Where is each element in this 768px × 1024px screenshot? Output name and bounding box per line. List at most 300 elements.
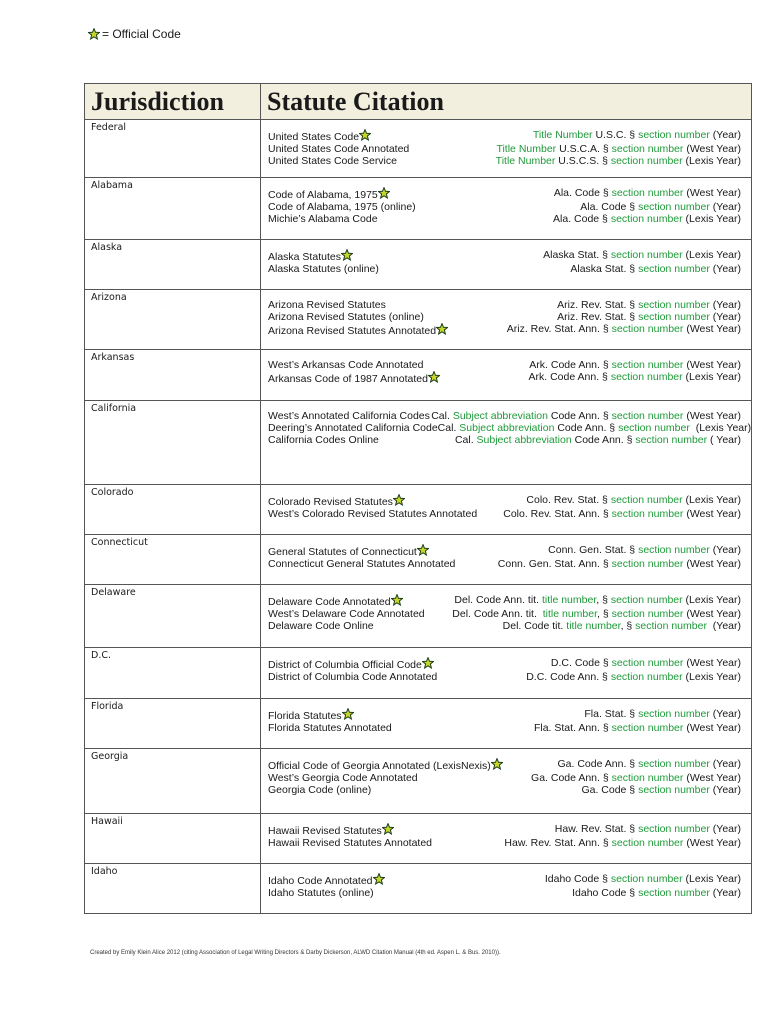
code-name-text: Florida Statutes [268, 710, 342, 722]
citation-format [504, 837, 741, 849]
official-star-icon [341, 249, 353, 261]
citation-text: Ga. Code Ann. § [531, 772, 612, 784]
citation-line [268, 359, 741, 371]
citation-placeholder: section number [611, 558, 684, 570]
official-star-icon [359, 129, 371, 141]
code-name [268, 213, 378, 225]
citation-text: , § [596, 594, 611, 606]
citation-format [553, 213, 741, 225]
official-star-icon [342, 708, 354, 720]
citation-line [268, 201, 741, 213]
citation-line [268, 410, 741, 422]
citation-placeholder: Subject abbreviation [452, 410, 548, 422]
citation-format [543, 249, 741, 263]
table-row [85, 648, 752, 699]
code-name-text: California Codes Online [268, 434, 379, 446]
citation-cell [261, 535, 752, 585]
citation-text: (Year) [709, 311, 741, 323]
table-row [85, 585, 752, 648]
citation-text: (West Year) [683, 722, 741, 734]
citation-format [503, 620, 741, 632]
jurisdiction-cell: D.C. [85, 648, 261, 699]
official-star-icon [436, 323, 448, 335]
citation-format [431, 410, 741, 422]
citation-format [554, 187, 741, 201]
citation-line [268, 772, 741, 784]
table-row [85, 290, 752, 350]
code-name-text: Code of Alabama, 1975 (online) [268, 201, 416, 213]
citation-line [268, 657, 741, 671]
code-name [268, 758, 503, 772]
citation-placeholder: section number [611, 772, 684, 784]
citation-line [268, 544, 741, 558]
code-name [268, 187, 390, 201]
citation-header: Statute Citation [261, 84, 752, 120]
citation-format [584, 708, 741, 722]
citation-text: Code Ann. § [554, 422, 619, 434]
citation-format [452, 608, 741, 620]
code-name-text: Delaware Code Annotated [268, 596, 391, 608]
code-name [268, 508, 477, 520]
code-name [268, 722, 392, 734]
citation-text: Conn. Gen. Stat. § [548, 544, 639, 556]
citation-text: (West Year) [683, 410, 741, 422]
official-star-icon [373, 873, 385, 885]
citation-format [545, 873, 741, 887]
citation-text: (Lexis Year) [689, 422, 752, 434]
code-name [268, 359, 423, 371]
citation-cell [261, 648, 752, 699]
citation-placeholder: title number [566, 620, 621, 632]
citation-format [558, 758, 742, 772]
citation-text: (Year) [709, 263, 741, 275]
citation-format [531, 772, 741, 784]
citation-text: Ark. Code Ann. § [528, 371, 611, 383]
citation-text: Cal. [454, 434, 477, 446]
citation-placeholder: section number [635, 434, 708, 446]
official-star-icon [378, 187, 390, 199]
jurisdiction-cell: Idaho [85, 864, 261, 914]
code-name-text: Michie’s Alabama Code [268, 213, 378, 225]
citation-line [268, 299, 741, 311]
code-name [268, 263, 379, 275]
citation-format [551, 657, 741, 671]
table-row [85, 485, 752, 535]
citation-text: (Year) [709, 784, 741, 796]
citation-line [268, 213, 741, 225]
citation-placeholder: section number [611, 837, 684, 849]
citation-format [533, 129, 741, 143]
citation-format [529, 359, 741, 371]
citation-text: Alaska Stat. § [543, 249, 611, 261]
code-name [268, 299, 386, 311]
code-name [268, 620, 374, 632]
citation-format [557, 299, 741, 311]
citation-placeholder: section number [611, 608, 684, 620]
table-body [85, 120, 752, 914]
citation-line [268, 758, 741, 772]
citation-line [268, 434, 741, 446]
citation-format [534, 722, 741, 734]
citation-placeholder: section number [611, 359, 684, 371]
jurisdiction-header: Jurisdiction [85, 84, 261, 120]
citation-line [268, 508, 741, 520]
citation-text: (West Year) [683, 558, 741, 570]
official-star-icon [422, 657, 434, 669]
code-name-text: Hawaii Revised Statutes [268, 825, 382, 837]
citation-placeholder: title number [541, 594, 597, 606]
citation-line [268, 494, 741, 508]
citation-format [503, 508, 741, 520]
citation-placeholder: title number [542, 608, 598, 620]
table-row [85, 240, 752, 290]
citation-text: Haw. Rev. Stat. Ann. § [504, 837, 612, 849]
citation-placeholder: section number [611, 508, 684, 520]
citation-text: (Lexis Year) [682, 155, 741, 167]
citation-text: (Lexis Year) [682, 371, 741, 383]
code-name [268, 371, 440, 385]
code-name-text: West’s Delaware Code Annotated [268, 608, 425, 620]
citation-format [498, 558, 741, 570]
citation-text: Code Ann. § [547, 410, 612, 422]
code-name [268, 837, 432, 849]
jurisdiction-cell: Arizona [85, 290, 261, 350]
citation-text: , § [620, 620, 636, 632]
code-name [268, 608, 425, 620]
citation-text: (Year) [709, 823, 741, 835]
citation-format [496, 143, 741, 155]
official-star-icon [428, 371, 440, 383]
code-name-text: Arkansas Code of 1987 Annotated [268, 373, 428, 385]
citation-text: (Year) [709, 201, 741, 213]
citation-text: (West Year) [683, 837, 741, 849]
citation-line [268, 249, 741, 263]
citation-placeholder: section number [610, 594, 683, 606]
citation-text: Ark. Code Ann. § [529, 359, 612, 371]
citation-text: (West Year) [683, 608, 741, 620]
citation-text: Fla. Stat. Ann. § [533, 722, 612, 734]
code-name [268, 410, 430, 422]
citation-text: (Lexis Year) [682, 249, 741, 261]
citation-cell [261, 699, 752, 749]
table-row [85, 814, 752, 864]
citation-text: Colo. Rev. Stat. Ann. § [503, 508, 612, 520]
citation-line [268, 873, 741, 887]
citation-cell [261, 401, 752, 485]
jurisdiction-cell: Hawaii [85, 814, 261, 864]
citation-text: D.C. Code § [550, 657, 612, 669]
citation-text: (Year) [709, 129, 741, 141]
code-name [268, 784, 371, 796]
citation-text: (West Year) [683, 359, 741, 371]
citation-text: Ala. Code § [553, 187, 612, 199]
code-name-text: Florida Statutes Annotated [268, 722, 392, 734]
citation-text: U.S.C.S. § [555, 155, 611, 167]
code-name-text: West’s Georgia Code Annotated [268, 772, 418, 784]
citation-format [507, 323, 741, 337]
code-name [268, 558, 455, 570]
code-name [268, 129, 371, 143]
jurisdiction-cell: Connecticut [85, 535, 261, 585]
code-name [268, 143, 409, 155]
code-name-text: Delaware Code Online [268, 620, 374, 632]
jurisdiction-cell: Alabama [85, 178, 261, 240]
citation-text: Alaska Stat. § [570, 263, 639, 275]
citation-placeholder: section number [610, 873, 683, 885]
code-name [268, 708, 354, 722]
citation-placeholder: section number [638, 311, 710, 323]
citation-placeholder: section number [638, 823, 710, 835]
code-name [268, 873, 385, 887]
citation-format [438, 422, 751, 434]
code-name [268, 434, 379, 446]
citation-placeholder: section number [638, 758, 710, 770]
citation-line [268, 837, 741, 849]
code-name-text: West’s Annotated California Codes [268, 410, 430, 422]
citation-placeholder: section number [610, 494, 683, 506]
citation-text: Code Ann. § [571, 434, 636, 446]
code-name-text: United States Code [268, 131, 360, 143]
table-row [85, 401, 752, 485]
legend [88, 27, 181, 41]
citation-line [268, 594, 741, 608]
citation-placeholder: section number [638, 129, 710, 141]
code-name-text: Arizona Revised Statutes (online) [268, 311, 424, 323]
code-name [268, 201, 416, 213]
citation-cell [261, 585, 752, 648]
code-name-text: Idaho Statutes (online) [268, 887, 374, 899]
citation-text: (West Year) [683, 143, 741, 155]
jurisdiction-cell: Florida [85, 699, 261, 749]
citation-text: Ariz. Rev. Stat. § [557, 311, 639, 323]
table-row [85, 699, 752, 749]
code-name-text: United States Code Service [268, 155, 397, 167]
citation-text: Cal. [437, 422, 460, 434]
citation-cell [261, 178, 752, 240]
citation-cell [261, 749, 752, 814]
code-name-text: Alaska Statutes (online) [268, 263, 379, 275]
citation-text: U.S.C.A. § [556, 143, 612, 155]
citation-text: Ariz. Rev. Stat. Ann. § [506, 323, 612, 335]
citation-format [454, 594, 741, 608]
code-name-text: Hawaii Revised Statutes Annotated [268, 837, 433, 849]
legend-label: = Official Code [102, 27, 181, 41]
citation-text: D.C. Code Ann. § [526, 671, 611, 683]
citation-text: (West Year) [683, 772, 741, 784]
citation-text: Del. Code Ann. tit. [452, 608, 543, 620]
citation-line [268, 422, 752, 434]
statute-table [84, 83, 752, 914]
citation-text: Haw. Rev. Stat. § [554, 823, 639, 835]
citation-placeholder: Title Number [495, 155, 556, 167]
citation-placeholder: section number [638, 708, 710, 720]
citation-cell [261, 240, 752, 290]
citation-placeholder: section number [638, 263, 710, 275]
citation-placeholder: section number [610, 249, 683, 261]
citation-line [268, 371, 741, 385]
citation-cell [261, 864, 752, 914]
jurisdiction-cell: Arkansas [85, 350, 261, 401]
citation-text: Fla. Stat. § [584, 708, 639, 720]
citation-cell [261, 485, 752, 535]
code-name [268, 422, 438, 434]
citation-placeholder: section number [635, 620, 707, 632]
citation-line [268, 323, 741, 337]
citation-cell [261, 290, 752, 350]
citation-text: (West Year) [683, 508, 741, 520]
citation-format [526, 671, 741, 683]
citation-text: Cal. [431, 410, 453, 422]
citation-text: (West Year) [683, 323, 741, 335]
citation-line [268, 823, 741, 837]
citation-text: Idaho Code § [572, 887, 639, 899]
code-name [268, 594, 403, 608]
citation-line [268, 784, 741, 796]
citation-format [548, 544, 741, 558]
official-star-icon [393, 494, 405, 506]
code-name-text: West’s Arkansas Code Annotated [268, 359, 424, 371]
citation-placeholder: section number [610, 371, 683, 383]
code-name-text: West’s Colorado Revised Statutes Annotated [268, 508, 478, 520]
citation-text: ( Year) [707, 434, 741, 446]
code-name-text: General Statutes of Connecticut [268, 546, 417, 558]
citation-line [268, 722, 741, 734]
jurisdiction-cell: Georgia [85, 749, 261, 814]
citation-placeholder: Title Number [496, 143, 557, 155]
citation-placeholder: section number [638, 544, 710, 556]
citation-format [580, 201, 741, 213]
code-name-text: Code of Alabama, 1975 [268, 189, 378, 201]
citation-line [268, 608, 741, 620]
citation-text: Del. Code tit. [502, 620, 567, 632]
code-name-text: Idaho Code Annotated [268, 875, 373, 887]
citation-placeholder: Title Number [532, 129, 593, 141]
table-row [85, 864, 752, 914]
table-row [85, 350, 752, 401]
code-name [268, 671, 437, 683]
citation-text: (West Year) [683, 657, 741, 669]
citation-placeholder: section number [618, 422, 690, 434]
citation-line [268, 143, 741, 155]
code-name-text: Deering’s Annotated California Code [268, 422, 438, 434]
citation-format [529, 371, 741, 385]
official-star-icon [417, 544, 429, 556]
official-star-icon [491, 758, 503, 770]
citation-cell [261, 350, 752, 401]
citation-format [570, 263, 741, 275]
citation-format [455, 434, 741, 446]
citation-cell [261, 120, 752, 178]
citation-text: (Year) [706, 620, 741, 632]
citation-text: (Year) [709, 758, 741, 770]
code-name-text: Official Code of Georgia Annotated (LexisNexis) [268, 760, 491, 772]
code-name [268, 823, 394, 837]
citation-placeholder: section number [610, 213, 683, 225]
code-name [268, 311, 424, 323]
code-name-text: Arizona Revised Statutes [268, 299, 386, 311]
code-name-text: United States Code Annotated [268, 143, 410, 155]
table-header-row [85, 84, 752, 120]
official-star-icon [391, 594, 403, 606]
citation-format [557, 311, 741, 323]
citation-text: U.S.C. § [592, 129, 639, 141]
citation-text: (Year) [709, 299, 741, 311]
citation-format [572, 887, 741, 899]
citation-line [268, 311, 741, 323]
citation-format [555, 823, 741, 837]
code-name [268, 544, 429, 558]
citation-line [268, 887, 741, 899]
citation-format [496, 155, 741, 167]
citation-text: (Lexis Year) [682, 494, 741, 506]
table-row [85, 178, 752, 240]
citation-placeholder: section number [638, 784, 710, 796]
citation-placeholder: section number [610, 671, 683, 683]
jurisdiction-cell: Alaska [85, 240, 261, 290]
table-row [85, 535, 752, 585]
citation-placeholder: section number [638, 887, 710, 899]
citation-text: Idaho Code § [544, 873, 611, 885]
citation-line [268, 708, 741, 722]
citation-line [268, 263, 741, 275]
jurisdiction-cell: Colorado [85, 485, 261, 535]
citation-text: (Lexis Year) [682, 671, 741, 683]
jurisdiction-cell: Delaware [85, 585, 261, 648]
citation-text: Colo. Rev. Stat. § [526, 494, 611, 506]
citation-text: Conn. Gen. Stat. Ann. § [497, 558, 612, 570]
citation-placeholder: Subject abbreviation [476, 434, 572, 446]
footer-credit: Created by Emily Klein Alice 2012 (citing Association of Legal Writing Directors & Darby Dickerson, ALWD Citation Manual (4th ed. Aspen L. & Bus. 2010)). [90, 950, 501, 956]
official-star-icon [88, 28, 100, 40]
code-name [268, 155, 397, 167]
citation-placeholder: section number [611, 143, 684, 155]
citation-placeholder: section number [611, 722, 684, 734]
citation-placeholder: section number [638, 299, 710, 311]
citation-text: (Lexis Year) [682, 594, 741, 606]
citation-placeholder: section number [611, 323, 684, 335]
code-name-text: Colorado Revised Statutes [268, 496, 393, 508]
citation-text: (West Year) [683, 187, 741, 199]
citation-line [268, 671, 741, 683]
code-name-text: Alaska Statutes [268, 251, 341, 263]
code-name [268, 657, 434, 671]
code-name [268, 494, 405, 508]
citation-placeholder: section number [611, 410, 684, 422]
code-name-text: Connecticut General Statutes Annotated [268, 558, 456, 570]
code-name [268, 772, 418, 784]
citation-text: Ga. Code § [581, 784, 639, 796]
citation-text: Ariz. Rev. Stat. § [557, 299, 639, 311]
code-name [268, 249, 353, 263]
citation-placeholder: section number [610, 155, 683, 167]
code-name [268, 887, 374, 899]
citation-placeholder: section number [611, 657, 684, 669]
citation-line [268, 558, 741, 570]
citation-text: Del. Code Ann. tit. [454, 594, 542, 606]
citation-text: Ga. Code Ann. § [557, 758, 639, 770]
citation-line [268, 620, 741, 632]
official-star-icon [382, 823, 394, 835]
jurisdiction-cell: California [85, 401, 261, 485]
table-row [85, 120, 752, 178]
citation-cell [261, 814, 752, 864]
code-name-text: Arizona Revised Statutes Annotated [268, 325, 437, 337]
citation-format [526, 494, 741, 508]
citation-placeholder: Subject abbreviation [459, 422, 555, 434]
citation-text: (Lexis Year) [682, 873, 741, 885]
citation-text: Ala. Code § [580, 201, 639, 213]
citation-placeholder: section number [638, 201, 710, 213]
